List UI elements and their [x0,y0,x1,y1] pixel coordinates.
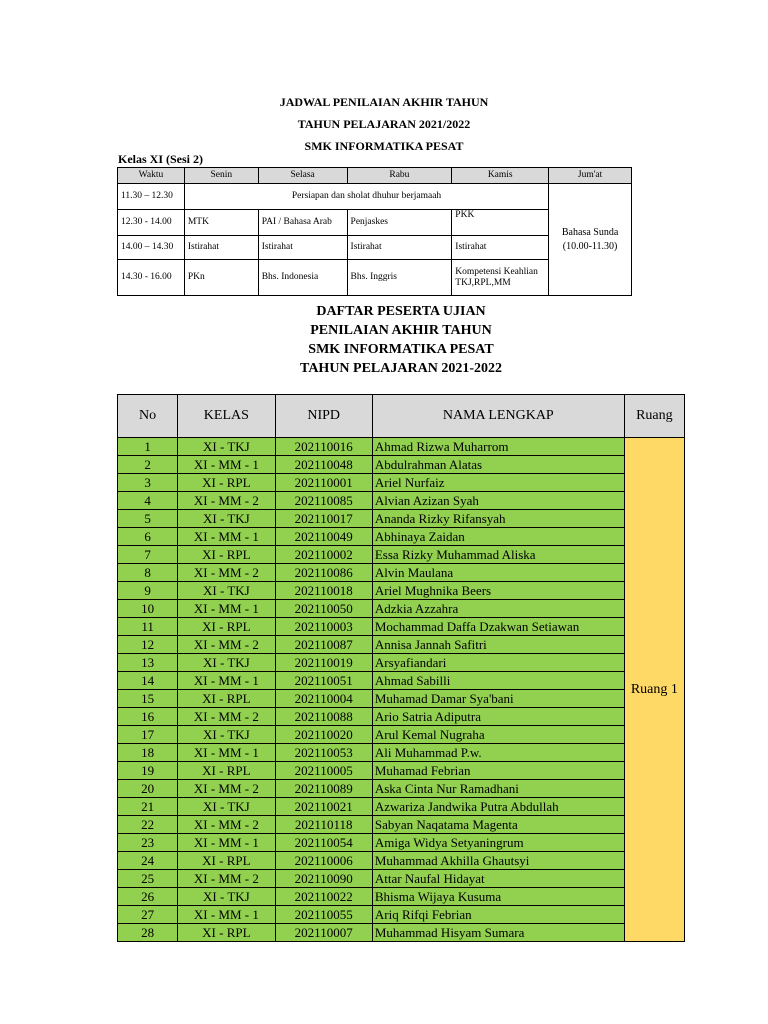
row-no: 9 [118,582,178,600]
table-row [118,870,685,888]
col-waktu: Waktu [118,168,185,184]
row-nipd: 202110050 [275,600,372,618]
table-row [118,780,685,798]
row-no: 12 [118,636,178,654]
row-no: 14 [118,672,178,690]
table-row [118,726,685,744]
jumat-time: (10.00-11.30) [562,240,618,252]
row-nama: Ananda Rizky Rifansyah [372,510,624,528]
daftar-line-4: TAHUN PELAJARAN 2021-2022 [300,361,502,376]
row-kelas: XI - MM - 2 [178,492,275,510]
col-kamis: Kamis [452,168,549,184]
row-no: 1 [118,438,178,456]
row-nipd: 202110088 [275,708,372,726]
daftar-line-3: SMK INFORMATIKA PESAT [308,342,494,357]
row-kelas: XI - RPL [178,762,275,780]
row-no: 4 [118,492,178,510]
col-selasa: Selasa [258,168,347,184]
row-no: 25 [118,870,178,888]
row-nipd: 202110007 [275,924,372,942]
row-nama: Bhisma Wijaya Kusuma [372,888,624,906]
time-cell: 12.30 - 14.00 [118,210,185,236]
time-cell: 11.30 – 12.30 [118,184,185,210]
row-nipd: 202110086 [275,564,372,582]
row-kelas: XI - TKJ [178,726,275,744]
ruang-cell: Ruang 1 [624,438,684,942]
row-no: 21 [118,798,178,816]
row-nipd: 202110022 [275,888,372,906]
row-nama: Ahmad Sabilli [372,672,624,690]
row-kelas: XI - MM - 1 [178,672,275,690]
table-row [118,834,685,852]
row-nama: Ali Muhammad P.w. [372,744,624,762]
row-no: 19 [118,762,178,780]
schedule-row [118,184,632,210]
daftar-line-1: DAFTAR PESERTA UJIAN [316,304,486,319]
table-row [118,924,685,942]
row-no: 10 [118,600,178,618]
row-kelas: XI - TKJ [178,798,275,816]
row-nama: Arul Kemal Nugraha [372,726,624,744]
jumat-subject: Bahasa Sunda [561,226,619,238]
row-kelas: XI - MM - 1 [178,528,275,546]
kamis-cell: Istirahat [452,236,549,260]
row-nipd: 202110018 [275,582,372,600]
row-kelas: XI - MM - 2 [178,870,275,888]
col-senin: Senin [184,168,258,184]
row-nama: Muhammad Akhilla Ghautsyi [372,852,624,870]
row-nipd: 202110054 [275,834,372,852]
title-line-2: TAHUN PELAJARAN 2021/2022 [297,117,471,131]
row-nipd: 202110021 [275,798,372,816]
row-kelas: XI - RPL [178,546,275,564]
row-nama: Abdulrahman Alatas [372,456,624,474]
row-nipd: 202110085 [275,492,372,510]
selasa-cell: Bhs. Indonesia [258,260,347,296]
time-cell: 14.30 - 16.00 [118,260,185,296]
row-nipd: 202110016 [275,438,372,456]
row-nama: Annisa Jannah Safitri [372,636,624,654]
row-no: 28 [118,924,178,942]
table-row [118,582,685,600]
row-nipd: 202110089 [275,780,372,798]
senin-cell: PKn [184,260,258,296]
row-nipd: 202110051 [275,672,372,690]
schedule-header-row [118,168,632,184]
table-row [118,528,685,546]
row-nipd: 202110017 [275,510,372,528]
table-row [118,456,685,474]
rabu-cell: Penjaskes [347,210,452,236]
row-nama: Muhamad Damar Sya'bani [372,690,624,708]
row-nipd: 202110087 [275,636,372,654]
header-ruang: Ruang [624,395,684,438]
kamis-cell: Kompetensi Keahlian TKJ,RPL,MM [452,260,549,296]
row-nama: Amiga Widya Setyaningrum [372,834,624,852]
table-row [118,690,685,708]
table-row [118,438,685,456]
row-no: 5 [118,510,178,528]
row-no: 26 [118,888,178,906]
row-no: 8 [118,564,178,582]
row-kelas: XI - MM - 1 [178,834,275,852]
row-no: 16 [118,708,178,726]
row-nama: Ariq Rifqi Febrian [372,906,624,924]
col-jumat: Jum'at [549,168,632,184]
selasa-cell: Istirahat [258,236,347,260]
schedule-table [117,167,632,296]
kamis-cell: PKK [452,210,549,236]
senin-cell: Istirahat [184,236,258,260]
row-nama: Alvian Azizan Syah [372,492,624,510]
row-kelas: XI - RPL [178,852,275,870]
row-nipd: 202110005 [275,762,372,780]
row-no: 11 [118,618,178,636]
row-kelas: XI - MM - 2 [178,780,275,798]
row-nama: Arsyafiandari [372,654,624,672]
title-line-3: SMK INFORMATIKA PESAT [304,139,464,153]
table-row [118,654,685,672]
schedule-title [0,91,768,157]
row-nama: Ario Satria Adiputra [372,708,624,726]
header-nama: NAMA LENGKAP [372,395,624,438]
row-nipd: 202110019 [275,654,372,672]
header-kelas: KELAS [178,395,275,438]
row-kelas: XI - TKJ [178,888,275,906]
row-kelas: XI - RPL [178,618,275,636]
jumat-cell [549,184,632,296]
roster-header-row [118,395,685,438]
row-no: 17 [118,726,178,744]
row-kelas: XI - TKJ [178,510,275,528]
table-row [118,546,685,564]
row-nama: Ariel Mughnika Beers [372,582,624,600]
daftar-title [0,302,768,378]
row-no: 7 [118,546,178,564]
row-kelas: XI - TKJ [178,654,275,672]
table-row [118,492,685,510]
daftar-line-2: PENILAIAN AKHIR TAHUN [310,323,492,338]
row-nama: Attar Naufal Hidayat [372,870,624,888]
col-rabu: Rabu [347,168,452,184]
row-nama: Muhammad Hisyam Sumara [372,924,624,942]
row-nama: Abhinaya Zaidan [372,528,624,546]
row-kelas: XI - RPL [178,690,275,708]
row-kelas: XI - TKJ [178,438,275,456]
row-nama: Ariel Nurfaiz [372,474,624,492]
title-line-1: JADWAL PENILAIAN AKHIR TAHUN [279,95,489,109]
row-nipd: 202110020 [275,726,372,744]
table-row [118,816,685,834]
row-nama: Ahmad Rizwa Muharrom [372,438,624,456]
table-row [118,474,685,492]
row-nipd: 202110001 [275,474,372,492]
row-nipd: 202110049 [275,528,372,546]
rabu-cell: Istirahat [347,236,452,260]
row-kelas: XI - MM - 2 [178,708,275,726]
table-row [118,708,685,726]
row-nipd: 202110055 [275,906,372,924]
row-kelas: XI - MM - 2 [178,564,275,582]
row-kelas: XI - MM - 1 [178,906,275,924]
row-nipd: 202110053 [275,744,372,762]
rabu-cell: Bhs. Inggris [347,260,452,296]
row-nama: Sabyan Naqatama Magenta [372,816,624,834]
row-nipd: 202110090 [275,870,372,888]
header-nipd: NIPD [275,395,372,438]
table-row [118,564,685,582]
row-nama: Adzkia Azzahra [372,600,624,618]
row-nipd: 202110118 [275,816,372,834]
table-row [118,600,685,618]
row-kelas: XI - MM - 2 [178,636,275,654]
row-kelas: XI - MM - 2 [178,816,275,834]
row-kelas: XI - RPL [178,924,275,942]
table-row [118,888,685,906]
row-kelas: XI - RPL [178,474,275,492]
row-nipd: 202110048 [275,456,372,474]
table-row [118,636,685,654]
table-row [118,906,685,924]
row-no: 2 [118,456,178,474]
row-nama: Aska Cinta Nur Ramadhani [372,780,624,798]
roster-body [118,438,685,942]
row-nama: Essa Rizky Muhammad Aliska [372,546,624,564]
row-no: 22 [118,816,178,834]
row-no: 3 [118,474,178,492]
row-no: 20 [118,780,178,798]
table-row [118,618,685,636]
row-no: 15 [118,690,178,708]
row-nipd: 202110002 [275,546,372,564]
selasa-cell: PAI / Bahasa Arab [258,210,347,236]
table-row [118,672,685,690]
row-nama: Muhamad Febrian [372,762,624,780]
table-row [118,762,685,780]
row-kelas: XI - MM - 1 [178,744,275,762]
table-row [118,510,685,528]
table-row [118,744,685,762]
row-kelas: XI - TKJ [178,582,275,600]
row-nama: Alvin Maulana [372,564,624,582]
row-kelas: XI - MM - 1 [178,456,275,474]
time-cell: 14.00 – 14.30 [118,236,185,260]
row-no: 24 [118,852,178,870]
roster-table [117,394,685,942]
row-no: 6 [118,528,178,546]
row-kelas: XI - MM - 1 [178,600,275,618]
row-nipd: 202110004 [275,690,372,708]
row-nipd: 202110006 [275,852,372,870]
row-no: 13 [118,654,178,672]
row-no: 23 [118,834,178,852]
row-nama: Mochammad Daffa Dzakwan Setiawan [372,618,624,636]
senin-cell: MTK [184,210,258,236]
kelas-label: Kelas XI (Sesi 2) [118,152,203,166]
row-nipd: 202110003 [275,618,372,636]
row-no: 27 [118,906,178,924]
header-no: No [118,395,178,438]
table-row [118,852,685,870]
persiapan-cell: Persiapan dan sholat dhuhur berjamaah [184,184,548,210]
table-row [118,798,685,816]
row-nama: Azwariza Jandwika Putra Abdullah [372,798,624,816]
row-no: 18 [118,744,178,762]
